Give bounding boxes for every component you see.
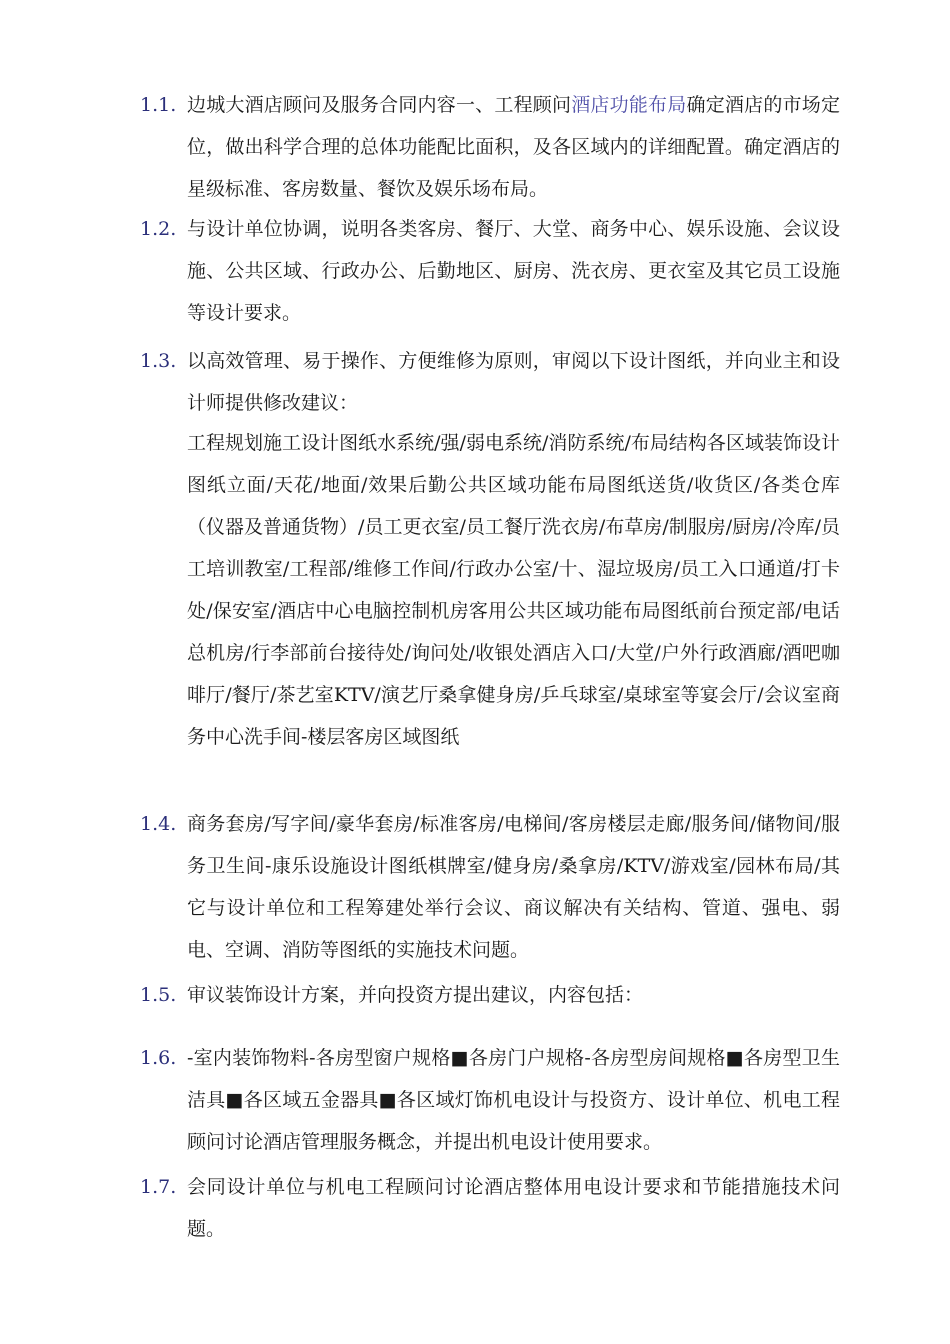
item-text xyxy=(187,84,840,210)
list-item-1-4 xyxy=(140,803,840,971)
item-number: 1.2. xyxy=(140,218,177,240)
item-text: 商务套房/写字间/豪华套房/标准客房/电梯间/客房楼层走廊/服务间/储物间/服务卫生间-康乐设施设计图纸棋牌室/健身房/桑拿房/KTV/游戏室/园林布局/其它与设计单位和工程筹建处举行会议、商议解决有关结构、管道、强电、弱电、空调、消防等图纸的实施技术问题。 xyxy=(187,813,840,961)
item-text: -室内装饰物料-各房型窗户规格■各房门户规格-各房型房间规格■各房型卫生洁具■各区域五金器具■各区域灯饰机电设计与投资方、设计单位、机电工程顾问讨论酒店管理服务概念，并提出机电设计使用要求。 xyxy=(187,1047,840,1153)
item-text: 与设计单位协调，说明各类客房、餐厅、大堂、商务中心、娱乐设施、会议设施、公共区域、行政办公、后勤地区、厨房、洗衣房、更衣室及其它员工设施等设计要求。 xyxy=(187,218,840,324)
item-text-intro: 以高效管理、易于操作、方便维修为原则，审阅以下设计图纸，并向业主和设计师提供修改建议： xyxy=(187,350,840,414)
list-item-1-3 xyxy=(140,340,840,758)
item-number: 1.1. xyxy=(140,94,177,116)
item-text xyxy=(187,340,840,758)
list-item-1-1 xyxy=(140,84,840,210)
item-text: 审议装饰设计方案，并向投资方提出建议，内容包括： xyxy=(187,984,644,1006)
item-number: 1.4. xyxy=(140,813,177,835)
item-number: 1.3. xyxy=(140,350,177,372)
list-item-1-5 xyxy=(140,974,840,1016)
item-number: 1.5. xyxy=(140,984,177,1006)
item-number: 1.7. xyxy=(140,1176,177,1198)
list-item-1-6 xyxy=(140,1037,840,1163)
item-number: 1.6. xyxy=(140,1047,177,1069)
function-layout-link[interactable]: 酒店功能布局 xyxy=(571,94,687,116)
item-text: 会同设计单位与机电工程顾问讨论酒店整体用电设计要求和节能措施技术问题。 xyxy=(187,1176,840,1240)
item-text-before: 边城大酒店顾问及服务合同内容一、工程顾问 xyxy=(187,94,572,116)
list-item-1-7 xyxy=(140,1166,840,1250)
item-text-after: 确定酒店的市场定位，做出科学合理的总体功能配比面积，及各区域内的详细配置。确定酒店的星级标准、客房数量、餐饮及娱乐场布局。 xyxy=(187,94,840,200)
drawing-list-text: 工程规划施工设计图纸水系统/强/弱电系统/消防系统/布局结构各区域装饰设计图纸立面/天花/地面/效果后勤公共区域功能布局图纸送货/收货区/各类仓库（仪器及普通货物）/员工更衣室/员工餐厅洗衣房/布草房/制服房/厨房/冷库/员工培训教室/工程部/维修工作间/行政办公室/十、湿垃圾房/员工入口通道/打卡处/保安室/酒店中心电脑控制机房客用公共区域功能布局图纸前台预定部/电话总机房/行李部前台接待处/询问处/收银处酒店入口/大堂/户外行政酒廊/酒吧咖啡厅/餐厅/茶艺室KTV/演艺厅桑拿健身房/乒乓球室/桌球室等宴会厅/会议室商务中心洗手间-楼层客房区域图纸 xyxy=(187,432,840,748)
list-item-1-2 xyxy=(140,208,840,334)
